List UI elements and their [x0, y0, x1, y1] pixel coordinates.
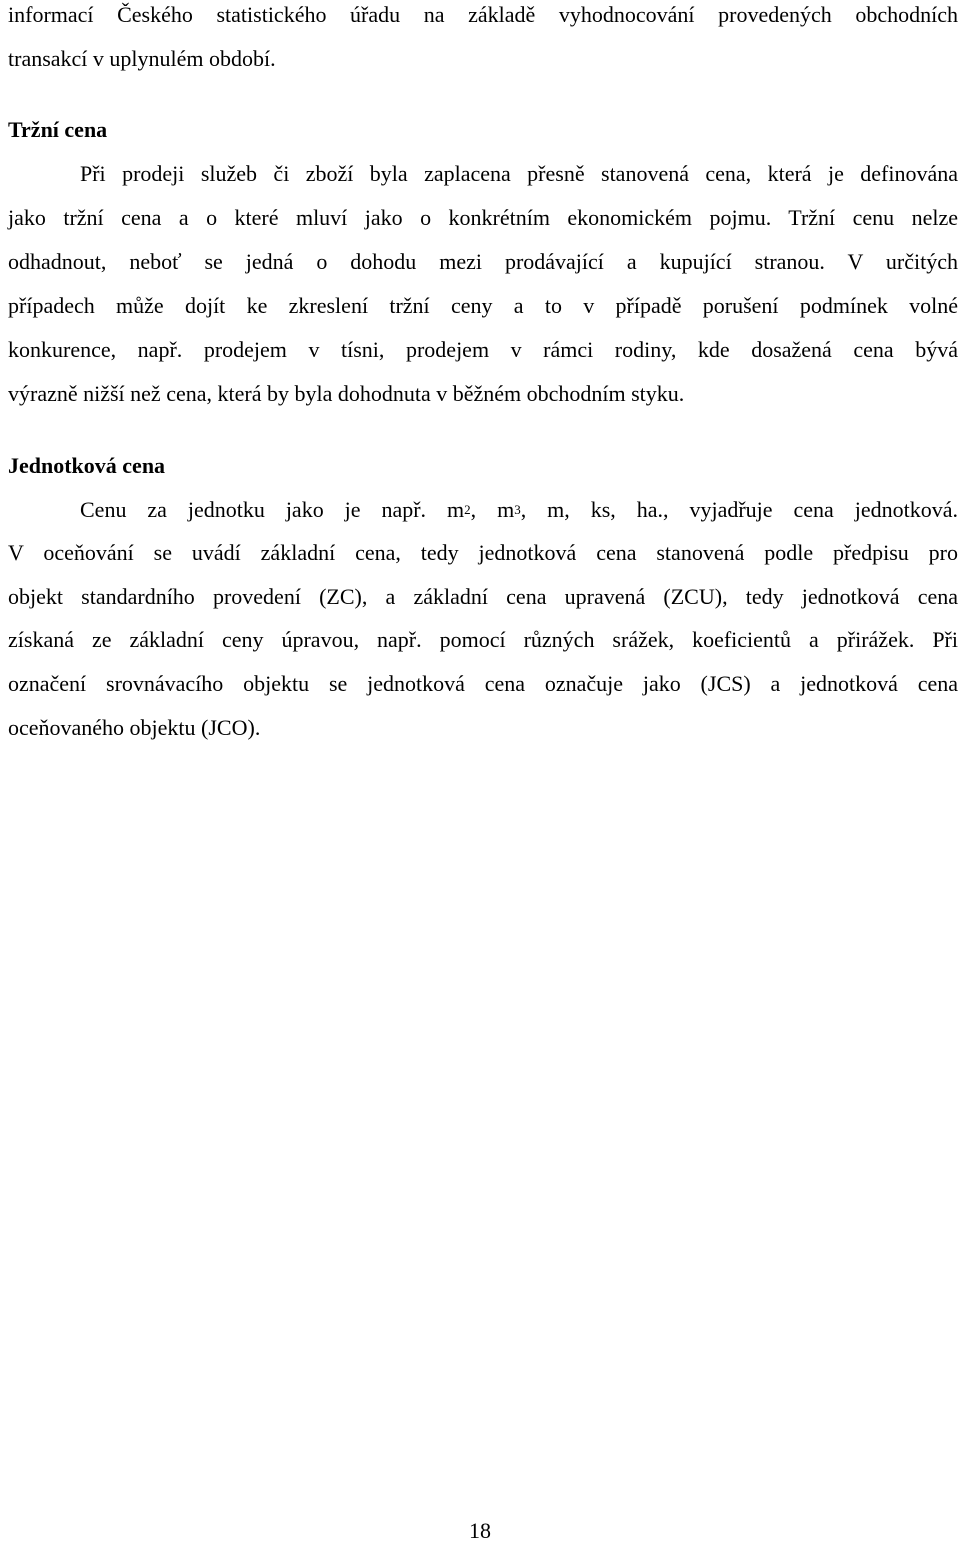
superscript-3: 3 — [514, 502, 521, 517]
units-text-3: , m, ks, ha., vyjadřuje cena jednotková. — [520, 497, 958, 522]
paragraph-line-units — [80, 496, 958, 524]
superscript-2: 2 — [464, 502, 471, 517]
intro-line-1: informací Českého statistického úřadu na základě vyhodnocování provedených obchodních — [8, 2, 958, 27]
paragraph-line: označení srovnávacího objektu se jednotková cena označuje jako (JCS) a jednotková cena — [8, 671, 958, 696]
paragraph-line: výrazně nižší než cena, která by byla dohodnuta v běžném obchodním styku. — [8, 381, 685, 406]
paragraph-line: jako tržní cena a o které mluví jako o konkrétním ekonomickém pojmu. Tržní cenu nelze — [8, 205, 958, 230]
paragraph-line: odhadnout, neboť se jedná o dohodu mezi prodávající a kupující stranou. V určitých — [8, 249, 958, 274]
paragraph-line: případech může dojít ke zkreslení tržní ceny a to v případě porušení podmínek volné — [8, 293, 958, 318]
paragraph-line: V oceňování se uvádí základní cena, tedy jednotková cena stanovená podle předpisu pro — [8, 540, 958, 565]
paragraph-line: získaná ze základní ceny úpravou, např. pomocí různých srážek, koeficientů a přirážek. Při — [8, 627, 958, 652]
page-number: 18 — [469, 1518, 491, 1543]
paragraph-line: objekt standardního provedení (ZC), a základní cena upravená (ZCU), tedy jednotková cena — [8, 584, 958, 609]
section-heading-unit-price: Jednotková cena — [8, 453, 166, 478]
units-text-2: , m — [470, 497, 515, 522]
section-heading-market-price: Tržní cena — [8, 117, 108, 142]
intro-line-2: transakcí v uplynulém období. — [8, 46, 276, 71]
paragraph-line: konkurence, např. prodejem v tísni, prodejem v rámci rodiny, kde dosažená cena bývá — [8, 337, 958, 362]
paragraph-line: Při prodeji služeb či zboží byla zaplacena přesně stanovená cena, která je definována — [80, 161, 958, 186]
units-text-1: Cenu za jednotku jako je např. m — [80, 497, 465, 522]
paragraph-line: oceňovaného objektu (JCO). — [8, 715, 261, 740]
